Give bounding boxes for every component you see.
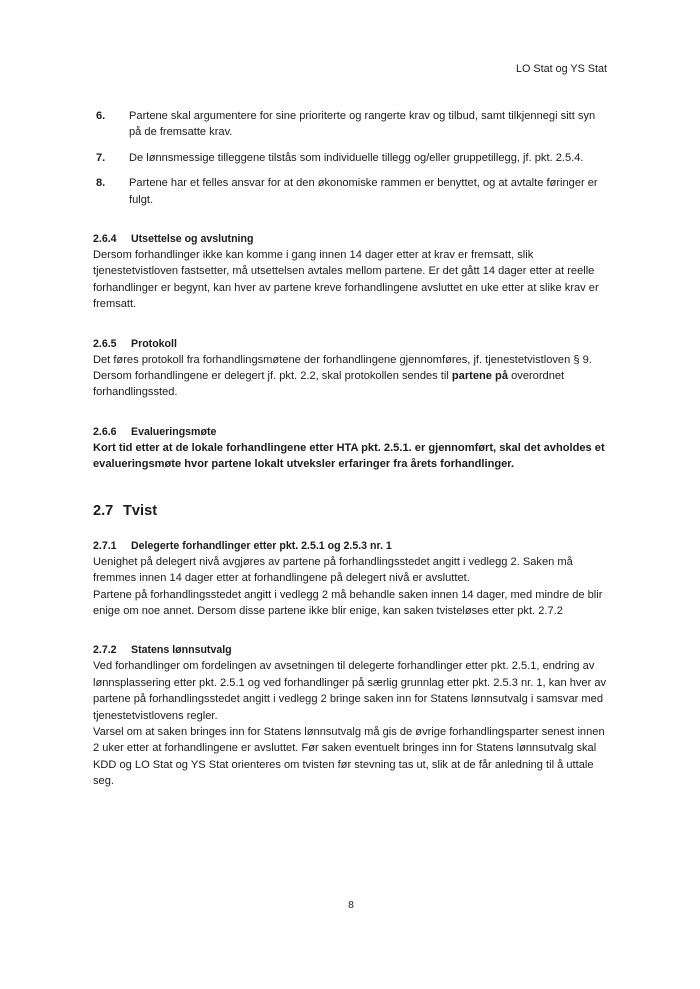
list-item — [93, 150, 609, 166]
paragraph-2-7-1-a: Uenighet på delegert nivå avgjøres av partene på forhandlingsstedet angitt i vedlegg 2. Saken må fremmes innen 14 dager etter at forhandlingene på delegert nivå er avsluttet. — [93, 555, 573, 585]
paragraph-2-6-5 — [93, 352, 609, 401]
paragraph-2-7-2-a: Ved forhandlinger om fordelingen av avsetningen til delegerte forhandlinger etter pkt. 2.5.1, endring av lønnsplassering etter pkt. 2.5.1 og ved forhandlinger på særlig grunnlag etter pkt. 2.5.3 nr. 1, kan hver av partene på forhandlingsstedet angitt i vedlegg 2 bringe saken inn for Statens lønnsutvalg i samsvar med tjenestetvistlovens regler. — [93, 660, 607, 722]
heading-2-7-1 — [93, 539, 609, 554]
paragraph-emphasis: partene på — [451, 370, 509, 383]
heading-title: Delegerte forhandlinger etter pkt. 2.5.1 og 2.5.3 nr. 1 — [131, 539, 392, 552]
list-item-number: 6. — [96, 110, 106, 122]
heading-number: 2.6.5 — [93, 337, 117, 350]
heading-title: Tvist — [123, 502, 158, 519]
list-item — [93, 175, 609, 208]
numbered-list — [93, 108, 609, 208]
heading-title: Protokoll — [131, 337, 177, 350]
paragraph-2-7-2-b: Varsel om at saken bringes inn for Statens lønnsutvalg må gis de øvrige forhandlingsparter senest innen 2 uker etter at forhandlingene er avsluttet. Før saken eventuelt bringes inn for Statens lønnsutvalg skal KDD og LO Stat og YS Stat orienteres om tvisten før stevning tas ut, slik at de får anledning til å uttale seg. — [93, 725, 605, 788]
heading-2-7-2 — [93, 643, 609, 658]
paragraph-2-6-6: Kort tid etter at de lokale forhandlingene etter HTA pkt. 2.5.1. er gjennomført, skal det avholdes et evalueringsmøte hvor partene lokalt utveksler erfaringer fra årets forhandlinger. — [93, 441, 605, 471]
paragraph-2-6-4: Dersom forhandlinger ikke kan komme i gang innen 14 dager etter at krav er fremsatt, slik tjenestetvistloven fastsetter, må utsettelsen avtales mellom partene. Er det gått 14 dager etter at reelle forhandlinger er begynt, kan hver av partene kreve forhandlingene avsluttet en uke etter at slike krav er fremsatt. — [93, 249, 599, 311]
heading-2-6-5 — [93, 337, 609, 352]
running-header: LO Stat og YS Stat — [515, 63, 607, 75]
heading-2-7 — [93, 502, 609, 521]
paragraph-text-part-1: Det føres protokoll fra forhandlingsmøtene der forhandlingene gjennomføres, jf. tjenestetvistloven § 9. Dersom forhandlingene er delegert jf. pkt. 2.2, skal protokollen sendes til — [93, 353, 592, 383]
heading-2-6-6 — [93, 425, 609, 440]
heading-title: Statens lønnsutvalg — [131, 644, 232, 657]
heading-number: 2.7.1 — [93, 539, 117, 552]
paragraph-2-7-1-b: Partene på forhandlingsstedet angitt i vedlegg 2 må behandle saken innen 14 dager, med mindre de blir enige om noe annet. Dersom disse partene ikke blir enige, kan saken tvisteløses etter pkt. 2.7.2 — [93, 588, 603, 617]
heading-title: Evalueringsmøte — [131, 425, 217, 438]
heading-2-6-4 — [93, 232, 609, 247]
paragraph-text-part-2: overordnet forhandlingssted. — [93, 370, 565, 399]
list-item-text: Partene skal argumentere for sine prioriterte og rangerte krav og tilbud, samt tilkjennegi sitt syn på de fremsatte krav. — [129, 110, 596, 139]
list-item-text: Partene har et felles ansvar for at den økonomiske rammen er benyttet, og at avtalte føringer er fulgt. — [129, 177, 598, 206]
heading-number: 2.7.2 — [93, 644, 117, 657]
page-number: 8 — [348, 900, 354, 911]
heading-number: 2.6.4 — [93, 233, 117, 246]
page-content — [93, 108, 609, 790]
heading-number: 2.7 — [93, 502, 114, 519]
list-item-number: 8. — [96, 177, 106, 190]
heading-title: Utsettelse og avslutning — [131, 233, 254, 246]
heading-number: 2.6.6 — [93, 425, 117, 438]
list-item-number: 7. — [96, 151, 106, 164]
list-item-text: De lønnsmessige tilleggene tilstås som individuelle tillegg og/eller gruppetillegg, jf. pkt. 2.5.4. — [129, 151, 584, 164]
list-item — [93, 108, 609, 141]
